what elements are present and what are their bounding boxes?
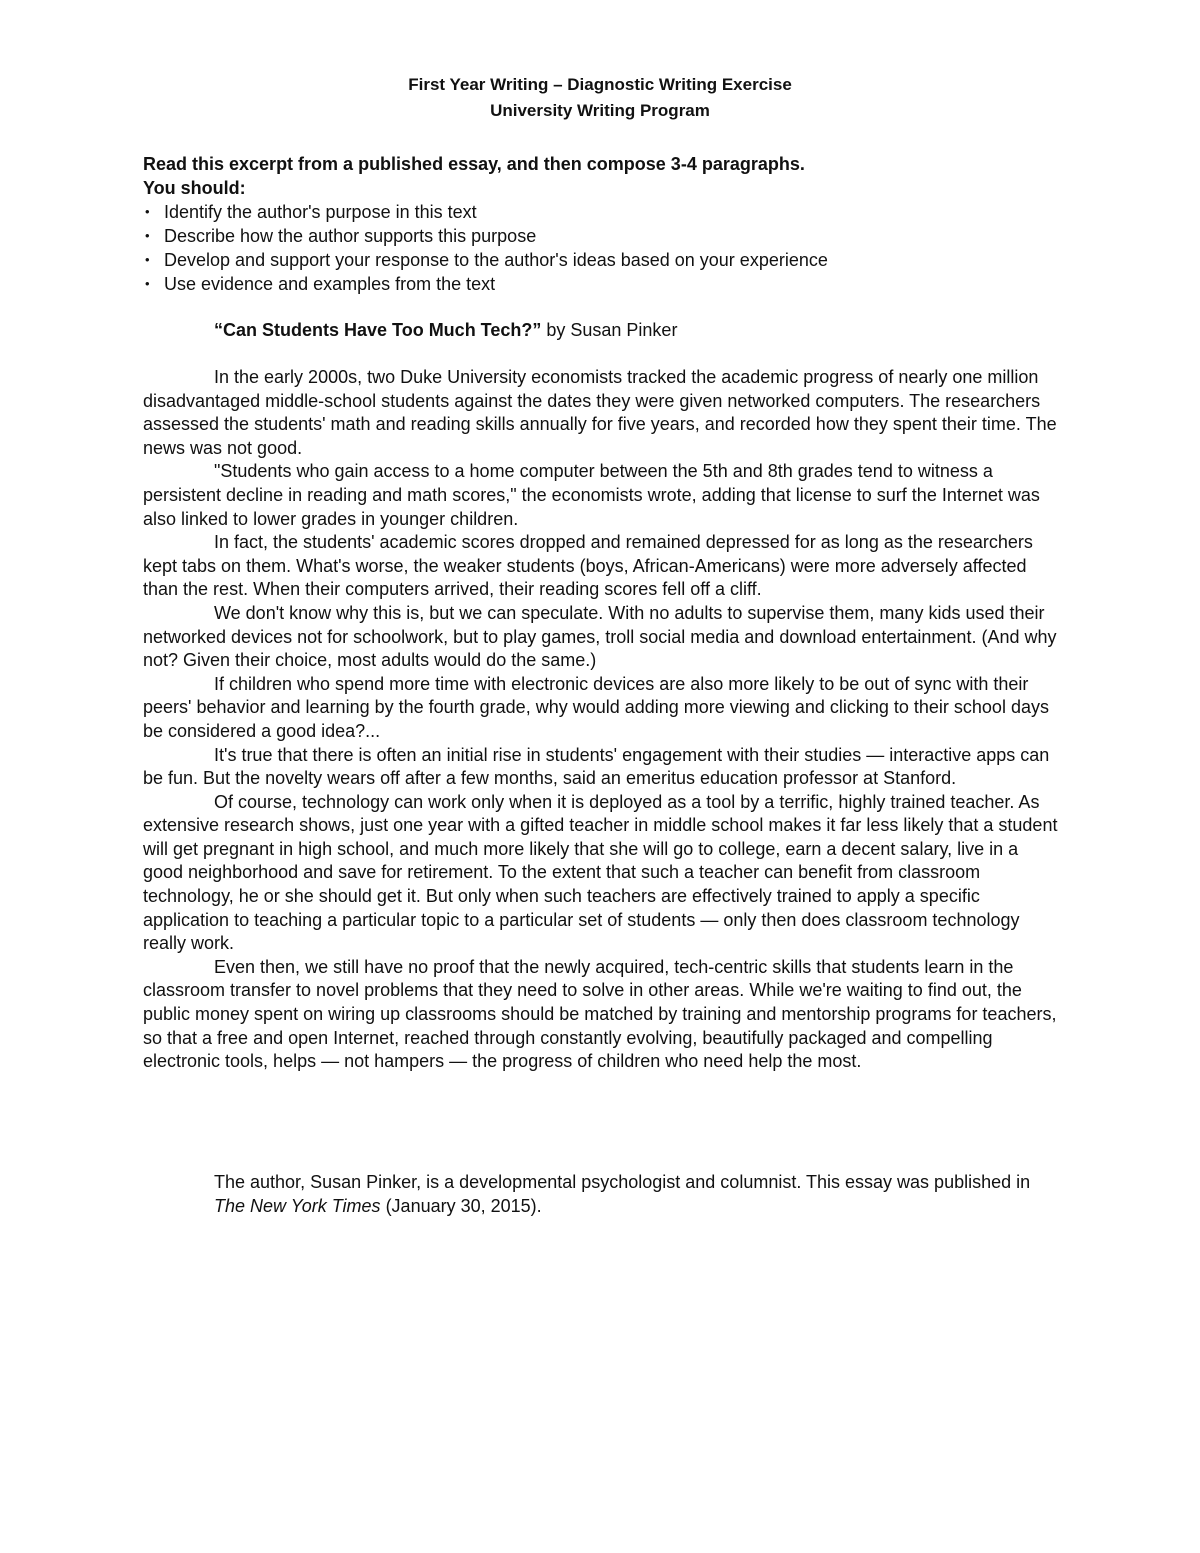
list-item: • Use evidence and examples from the text [145, 274, 496, 294]
document-subtitle: University Writing Program [490, 101, 710, 120]
essay-paragraph: Of course, technology can work only when it is deployed as a tool by a terrific, highly trained teacher. As extensive research shows, just one year with a gifted teacher in middle school makes it far less likely that a student will get pregnant in high school, and much more likely that she will go to college, earn a decent salary, live in a good neighborhood and save for retirement. To the extent that such a teacher can benefit from classroom technology, he or she should get it. But only when such teachers are effectively trained to apply a specific application to teaching a particular topic to a particular set of students — only then does classroom technology really work. [143, 791, 1058, 954]
essay-paragraph: In fact, the students' academic scores dropped and remained depressed for as long as the researchers kept tabs on them. What's worse, the weaker students (boys, African-Americans) were more adversely affected than the rest. When their computers arrived, their reading scores fell off a cliff. [143, 532, 1033, 600]
bullet-icon: • [145, 252, 150, 267]
instructions-you-should: You should: [143, 178, 246, 198]
instructions-list [143, 200, 1063, 296]
essay-paragraph: It's true that there is often an initial rise in students' engagement with their studies — interactive apps can be fun. But the novelty wears off after a few months, said an emeritus education professor at Stanford. [143, 744, 1050, 789]
bullet-icon: • [145, 276, 150, 291]
list-item: • Identify the author's purpose in this text [145, 202, 477, 222]
list-item: • Describe how the author supports this purpose [145, 226, 537, 246]
essay-heading [214, 318, 677, 342]
author-bio: The author, Susan Pinker, is a developmental psychologist and columnist. This essay was published in The New York Times (January 30, 2015). [214, 1172, 1031, 1216]
list-item: • Develop and support your response to the author's ideas based on your experience [145, 250, 828, 270]
document-title: First Year Writing – Diagnostic Writing Exercise [408, 75, 792, 94]
essay-byline: by Susan Pinker [541, 320, 678, 340]
essay-paragraph: If children who spend more time with electronic devices are also more likely to be out of sync with their peers' behavior and learning by the fourth grade, why would adding more viewing and clicking to their school days be considered a good idea?... [143, 673, 1049, 741]
essay-paragraph: Even then, we still have no proof that the newly acquired, tech-centric skills that students learn in the classroom transfer to novel problems that they need to solve in other areas. While we're waiting to find out, the public money spent on wiring up classrooms should be matched by training and mentorship programs for teachers, so that a free and open Internet, reached through constantly evolving, beautifully packaged and compelling electronic tools, helps — not hampers — the progress of children who need help the most. [143, 956, 1057, 1072]
essay-paragraph: In the early 2000s, two Duke University economists tracked the academic progress of nearly one million disadvantaged middle-school students against the dates they were given networked computers. The researchers assessed the students' math and reading skills annually for five years, and recorded how they spent their time. The news was not good. [143, 367, 1057, 458]
bullet-icon: • [145, 204, 150, 219]
essay-title: “Can Students Have Too Much Tech?” [214, 320, 542, 340]
instructions-block [143, 152, 1063, 296]
essay-paragraph: We don't know why this is, but we can speculate. With no adults to supervise them, many kids used their networked devices not for schoolwork, but to play games, troll social media and download entertainment. (And why not? Given their choice, most adults would do the same.) [143, 602, 1057, 671]
publication-name: The New York Times [214, 1196, 381, 1216]
essay-paragraph: "Students who gain access to a home computer between the 5th and 8th grades tend to witness a persistent decline in reading and math scores," the economists wrote, adding that license to surf the Internet was also linked to lower grades in younger children. [143, 461, 1040, 529]
essay-body [143, 366, 1063, 1074]
document-header [0, 72, 1200, 124]
instructions-lead: Read this excerpt from a published essay, and then compose 3-4 paragraphs. [143, 154, 805, 174]
bullet-icon: • [145, 228, 150, 243]
